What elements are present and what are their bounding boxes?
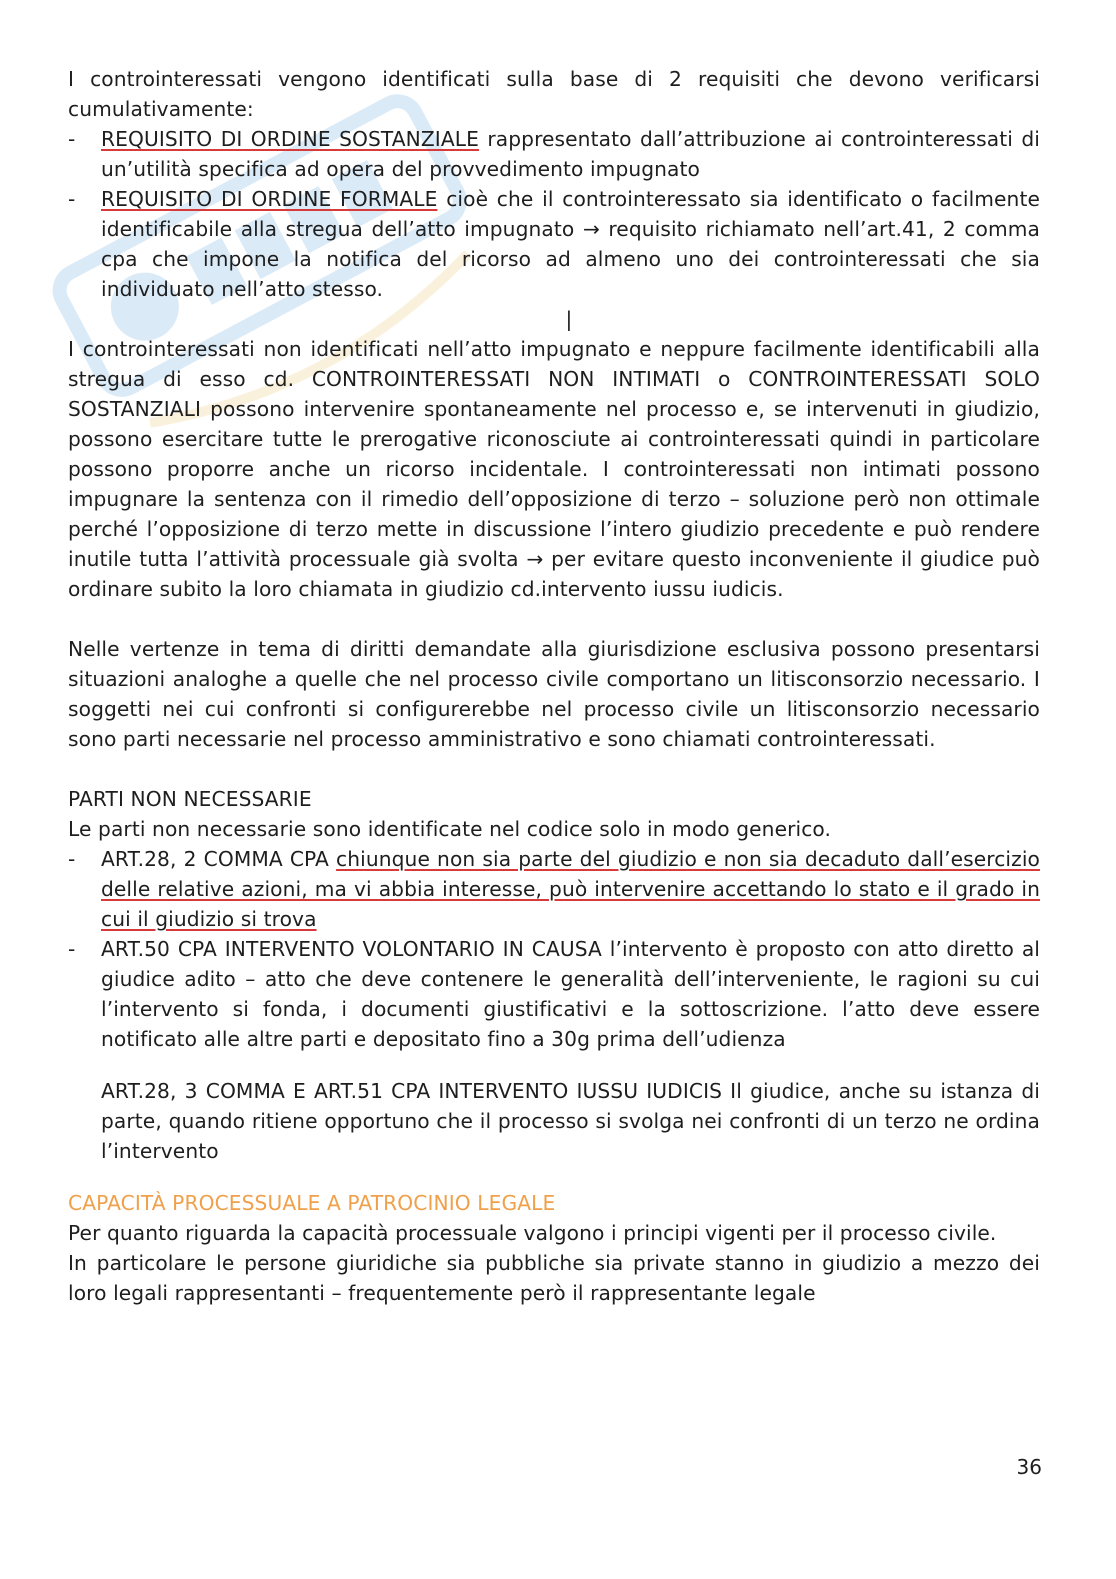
list-item — [68, 844, 1040, 934]
art28-text: chiunque non sia parte del giudizio e non sia decaduto dall’esercizio delle relative azioni, ma vi abbia interesse, può intervenire accettando lo stato e il grado in cui il giudizio si trova — [101, 847, 1040, 931]
requisiti-list — [68, 124, 1040, 304]
requisito-formale-text: cioè che il controinteressato sia identificato o facilmente identificabile alla stregua dell’atto impugnato → requisito richiamato nell’art.41, 2 comma cpa che impone la notifica del ricorso ad almeno uno dei controinteressati che sia individuato nell’atto stesso. — [101, 187, 1040, 301]
vertenze-paragraph: Nelle vertenze in tema di diritti demandate alla giurisdizione esclusiva possono presentarsi situazioni analoghe a quelle che nel processo civile comportano un litisconsorzio necessario. I soggetti nei cui confronti si configurerebbe nel processo civile un litisconsorzio necessario sono parti necessarie nel processo amministrativo e sono chiamati controinteressati. — [68, 637, 1040, 751]
capacita-paragraph: Per quanto riguarda la capacità processuale valgono i principi vigenti per il processo civile. — [68, 1221, 997, 1245]
requisito-sostanziale-text: rappresentato dall’attribuzione ai controinteressati di un’utilità specifica ad opera del provvedimento impugnato — [101, 127, 1040, 181]
list-item — [68, 124, 1040, 184]
list-item — [68, 184, 1040, 304]
art51-paragraph: ART.28, 3 COMMA E ART.51 CPA INTERVENTO IUSSU IUDICIS Il giudice, anche su istanza di parte, quando ritiene opportuno che il processo si svolga nei confronti di un terzo ne ordina l’intervento — [101, 1079, 1040, 1163]
requisito-sostanziale-title: REQUISITO DI ORDINE SOSTANZIALE — [101, 127, 479, 151]
text-cursor: | — [565, 307, 573, 331]
intro-paragraph: I controinteressati vengono identificati sulla base di 2 requisiti che devono verificarsi cumulativamente: — [68, 67, 1040, 121]
list-item — [68, 934, 1040, 1054]
persone-giuridiche-paragraph: In particolare le persone giuridiche sia pubbliche sia private stanno in giudizio a mezzo dei loro legali rappresentanti – frequentemente però il rappresentante legale — [68, 1251, 1040, 1305]
art28-label: ART.28, 2 COMMA CPA — [101, 847, 337, 871]
parti-non-necessarie-heading: PARTI NON NECESSARIE — [68, 787, 312, 811]
parti-intro-paragraph: Le parti non necessarie sono identificate nel codice solo in modo generico. — [68, 817, 832, 841]
page-number: 36 — [1016, 1455, 1042, 1479]
document-page — [68, 64, 1040, 1308]
articoli-list — [68, 844, 1040, 1054]
requisito-formale-title: REQUISITO DI ORDINE FORMALE — [101, 187, 438, 211]
controinteressati-paragraph: I controinteressati non identificati nell’atto impugnato e neppure facilmente identificabili alla stregua di esso cd. CONTROINTERESSATI NON INTIMATI o CONTROINTERESSATI SOLO SOSTANZIALI possono intervenire spontaneamente nel processo e, se intervenuti in giudizio, possono esercitare tutte le prerogative riconosciute ai controinteressati quindi in particolare possono proporre anche un ricorso incidentale. I controinteressati non intimati possono impugnare la sentenza con il rimedio dell’opposizione di terzo – soluzione però non ottimale perché l’opposizione di terzo mette in discussione l’intero giudizio precedente e può rendere inutile tutta l’attività processuale già svolta → per evitare questo inconveniente il giudice può ordinare subito la loro chiamata in giudizio cd.intervento iussu iudicis. — [68, 337, 1040, 601]
art50-text: ART.50 CPA INTERVENTO VOLONTARIO IN CAUSA l’intervento è proposto con atto diretto al giudice adito – atto che deve contenere le generalità dell’interveniente, le ragioni su cui l’intervento si fonda, i documenti giustificativi e la sottoscrizione. l’atto deve essere notificato alle altre parti e depositato fino a 30g prima dell’udienza — [101, 937, 1040, 1051]
capacita-heading: CAPACITÀ PROCESSUALE A PATROCINIO LEGALE — [68, 1191, 556, 1215]
